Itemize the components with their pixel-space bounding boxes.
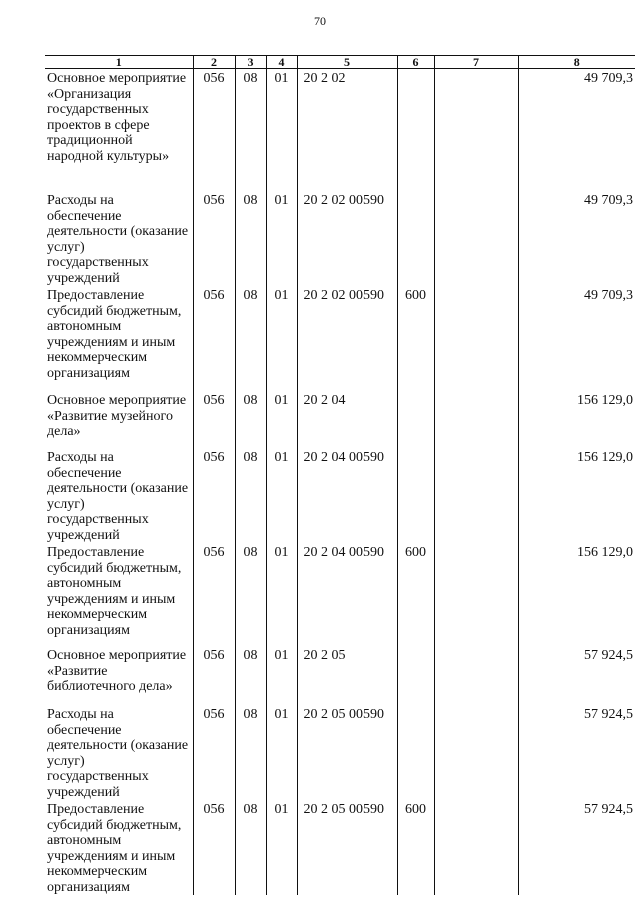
target-article-code: 20 2 04 00590 bbox=[297, 448, 397, 543]
column-header: 4 bbox=[266, 56, 297, 69]
subsection-code: 01 bbox=[266, 800, 297, 895]
item-name: Предоставление субсидий бюджетным, автономным учреждениям и иным некоммерческим организациям bbox=[45, 543, 193, 646]
amount: 57 924,5 bbox=[518, 800, 635, 895]
ministry-code: 056 bbox=[193, 543, 235, 646]
ministry-code: 056 bbox=[193, 391, 235, 448]
column-header: 5 bbox=[297, 56, 397, 69]
column-7-cell bbox=[434, 191, 518, 286]
ministry-code: 056 bbox=[193, 191, 235, 286]
column-header: 2 bbox=[193, 56, 235, 69]
page-number: 70 bbox=[314, 14, 326, 28]
expense-type-code: 600 bbox=[397, 800, 434, 895]
item-name: Основное мероприятие «Развитие музейного дела» bbox=[45, 391, 193, 448]
amount: 156 129,0 bbox=[518, 543, 635, 646]
ministry-code: 056 bbox=[193, 646, 235, 705]
amount: 156 129,0 bbox=[518, 391, 635, 448]
expense-type-code bbox=[397, 191, 434, 286]
table-row bbox=[45, 286, 635, 391]
item-name: Расходы на обеспечение деятельности (оказание услуг) государственных учреждений bbox=[45, 705, 193, 800]
section-code: 08 bbox=[235, 646, 266, 705]
column-header: 6 bbox=[397, 56, 434, 69]
subsection-code: 01 bbox=[266, 391, 297, 448]
column-7-cell bbox=[434, 286, 518, 391]
section-code: 08 bbox=[235, 543, 266, 646]
table-row bbox=[45, 69, 635, 192]
amount: 57 924,5 bbox=[518, 705, 635, 800]
table-row bbox=[45, 705, 635, 800]
subsection-code: 01 bbox=[266, 543, 297, 646]
subsection-code: 01 bbox=[266, 191, 297, 286]
target-article-code: 20 2 04 bbox=[297, 391, 397, 448]
ministry-code: 056 bbox=[193, 69, 235, 192]
table-row bbox=[45, 646, 635, 705]
expense-type-code bbox=[397, 646, 434, 705]
item-name: Предоставление субсидий бюджетным, автономным учреждениям и иным некоммерческим организациям bbox=[45, 800, 193, 895]
section-code: 08 bbox=[235, 705, 266, 800]
target-article-code: 20 2 02 00590 bbox=[297, 286, 397, 391]
target-article-code: 20 2 04 00590 bbox=[297, 543, 397, 646]
expense-type-code bbox=[397, 448, 434, 543]
target-article-code: 20 2 05 00590 bbox=[297, 705, 397, 800]
table-row bbox=[45, 543, 635, 646]
subsection-code: 01 bbox=[266, 448, 297, 543]
column-header: 7 bbox=[434, 56, 518, 69]
item-name: Основное мероприятие «Развитие библиотечного дела» bbox=[45, 646, 193, 705]
item-name: Расходы на обеспечение деятельности (оказание услуг) государственных учреждений bbox=[45, 191, 193, 286]
ministry-code: 056 bbox=[193, 705, 235, 800]
expense-type-code bbox=[397, 69, 434, 192]
column-7-cell bbox=[434, 448, 518, 543]
section-code: 08 bbox=[235, 448, 266, 543]
column-7-cell bbox=[434, 705, 518, 800]
subsection-code: 01 bbox=[266, 286, 297, 391]
table-row bbox=[45, 191, 635, 286]
section-code: 08 bbox=[235, 69, 266, 192]
item-name: Основное мероприятие «Организация государственных проектов в сфере традиционной народной культуры» bbox=[45, 69, 193, 192]
subsection-code: 01 bbox=[266, 69, 297, 192]
target-article-code: 20 2 05 00590 bbox=[297, 800, 397, 895]
amount: 49 709,3 bbox=[518, 191, 635, 286]
budget-table bbox=[45, 55, 635, 895]
section-code: 08 bbox=[235, 800, 266, 895]
subsection-code: 01 bbox=[266, 646, 297, 705]
table-row bbox=[45, 800, 635, 895]
column-7-cell bbox=[434, 391, 518, 448]
column-header: 8 bbox=[518, 56, 635, 69]
column-7-cell bbox=[434, 543, 518, 646]
table-row bbox=[45, 448, 635, 543]
expense-type-code: 600 bbox=[397, 543, 434, 646]
table-row bbox=[45, 391, 635, 448]
ministry-code: 056 bbox=[193, 800, 235, 895]
amount: 49 709,3 bbox=[518, 69, 635, 192]
ministry-code: 056 bbox=[193, 448, 235, 543]
section-code: 08 bbox=[235, 191, 266, 286]
table-header-row bbox=[45, 56, 635, 69]
expense-type-code bbox=[397, 391, 434, 448]
target-article-code: 20 2 02 bbox=[297, 69, 397, 192]
item-name: Предоставление субсидий бюджетным, автономным учреждениям и иным некоммерческим организациям bbox=[45, 286, 193, 391]
target-article-code: 20 2 02 00590 bbox=[297, 191, 397, 286]
amount: 49 709,3 bbox=[518, 286, 635, 391]
ministry-code: 056 bbox=[193, 286, 235, 391]
target-article-code: 20 2 05 bbox=[297, 646, 397, 705]
expense-type-code: 600 bbox=[397, 286, 434, 391]
amount: 57 924,5 bbox=[518, 646, 635, 705]
section-code: 08 bbox=[235, 286, 266, 391]
subsection-code: 01 bbox=[266, 705, 297, 800]
expense-type-code bbox=[397, 705, 434, 800]
column-header: 1 bbox=[45, 56, 193, 69]
column-header: 3 bbox=[235, 56, 266, 69]
item-name: Расходы на обеспечение деятельности (оказание услуг) государственных учреждений bbox=[45, 448, 193, 543]
column-7-cell bbox=[434, 800, 518, 895]
section-code: 08 bbox=[235, 391, 266, 448]
column-7-cell bbox=[434, 646, 518, 705]
column-7-cell bbox=[434, 69, 518, 192]
amount: 156 129,0 bbox=[518, 448, 635, 543]
